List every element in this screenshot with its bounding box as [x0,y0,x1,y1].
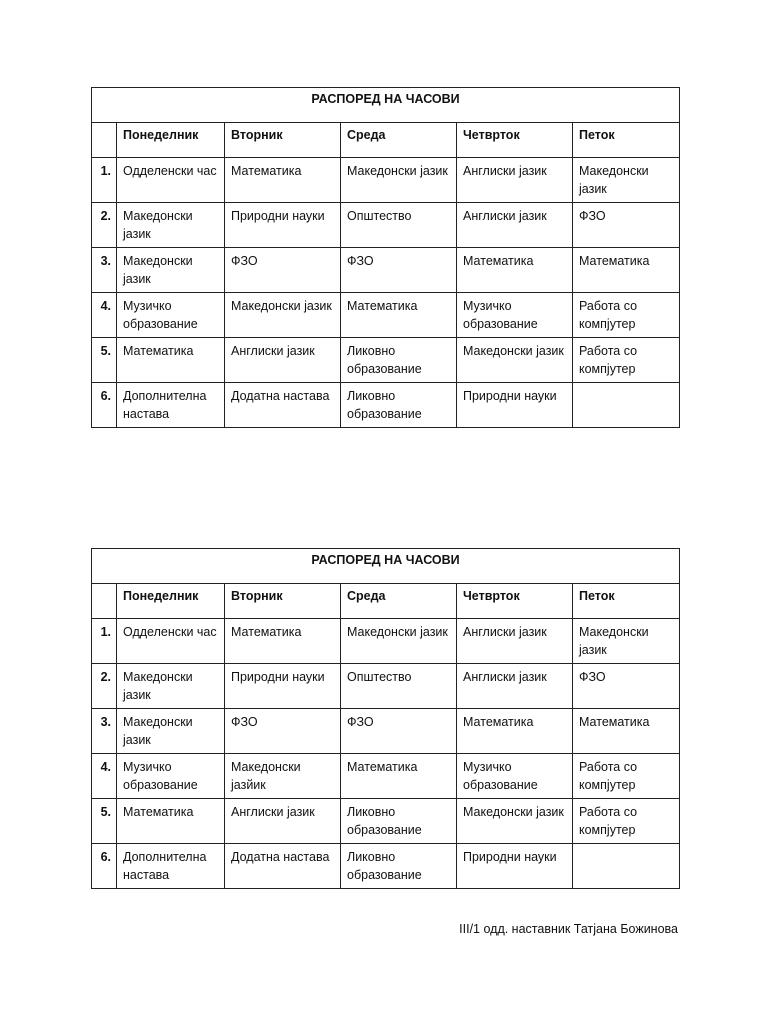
lesson-cell: ФЗО [225,709,341,754]
lesson-cell: ФЗО [573,664,680,709]
lesson-cell: Англиски јазик [225,338,341,383]
lesson-cell: Англиски јазик [457,203,573,248]
lesson-number: 4. [92,293,117,338]
lesson-cell: Музичко образование [117,293,225,338]
day-header: Четврток [457,123,573,158]
lesson-cell: Македонски јазйик [225,754,341,799]
lesson-cell: Додатна настава [225,383,341,428]
lesson-cell: ФЗО [225,248,341,293]
lesson-cell: Музичко образование [117,754,225,799]
day-header: Понеделник [117,123,225,158]
lesson-cell: Македонски јазик [225,293,341,338]
lesson-row [92,293,680,338]
lesson-cell: Англиски јазик [457,619,573,664]
lesson-cell: Македонски јазик [573,619,680,664]
timetable-title: РАСПОРЕД НА ЧАСОВИ [92,88,680,123]
lesson-cell: ФЗО [341,709,457,754]
teacher-signature-line: III/1 одд. наставник Татјана Божинова [459,922,678,936]
lesson-cell: Работа со компјутер [573,338,680,383]
lesson-cell: Природни науки [457,844,573,889]
lesson-cell: Математика [341,754,457,799]
lesson-cell: Математика [573,709,680,754]
lesson-cell: Работа со компјутер [573,754,680,799]
lesson-cell: Англиски јазик [457,158,573,203]
lesson-cell: Ликовно образование [341,383,457,428]
lesson-cell: ФЗО [573,203,680,248]
corner-cell [92,123,117,158]
lesson-cell: Математика [457,709,573,754]
lesson-cell: Англиски јазик [225,799,341,844]
lesson-number: 6. [92,383,117,428]
lesson-row [92,754,680,799]
timetable-1 [91,87,680,428]
lesson-cell: Ликовно образование [341,799,457,844]
lesson-row [92,383,680,428]
lesson-cell: Дополнителна настава [117,844,225,889]
timetable-2 [91,548,680,889]
lesson-cell: Математика [573,248,680,293]
lesson-cell: Македонски јазик [341,158,457,203]
lesson-cell: Општество [341,203,457,248]
lesson-cell: Музичко образование [457,293,573,338]
lesson-row [92,664,680,709]
timetable-title: РАСПОРЕД НА ЧАСОВИ [92,549,680,584]
lesson-cell: Дополнителна настава [117,383,225,428]
lesson-cell: Македонски јазик [457,338,573,383]
lesson-cell: Работа со компјутер [573,799,680,844]
lesson-cell: Математика [225,158,341,203]
day-header: Понеделник [117,584,225,619]
lesson-cell: Природни науки [225,664,341,709]
lesson-cell: Музичко образование [457,754,573,799]
lesson-cell: Македонски јазик [117,203,225,248]
lesson-cell: ФЗО [341,248,457,293]
lesson-number: 6. [92,844,117,889]
day-header: Петок [573,123,680,158]
lesson-cell: Математика [341,293,457,338]
lesson-cell: Одделенски час [117,158,225,203]
lesson-number: 2. [92,664,117,709]
lesson-cell: Математика [225,619,341,664]
lesson-row [92,158,680,203]
day-header-row [92,123,680,158]
lesson-cell: Општество [341,664,457,709]
lesson-cell: Ликовно образование [341,338,457,383]
lesson-cell: Македонски јазик [117,248,225,293]
lesson-cell [573,844,680,889]
day-header: Вторник [225,584,341,619]
lesson-cell: Работа со компјутер [573,293,680,338]
lesson-cell: Природни науки [225,203,341,248]
lesson-cell: Природни науки [457,383,573,428]
lesson-row [92,338,680,383]
lesson-row [92,709,680,754]
lesson-number: 1. [92,619,117,664]
lesson-row [92,799,680,844]
lesson-row [92,844,680,889]
day-header: Среда [341,123,457,158]
corner-cell [92,584,117,619]
lesson-cell: Додатна настава [225,844,341,889]
lesson-number: 5. [92,338,117,383]
lesson-cell: Одделенски час [117,619,225,664]
day-header: Вторник [225,123,341,158]
lesson-cell: Англиски јазик [457,664,573,709]
day-header: Четврток [457,584,573,619]
day-header: Петок [573,584,680,619]
lesson-number: 4. [92,754,117,799]
lesson-cell: Математика [457,248,573,293]
lesson-cell: Математика [117,799,225,844]
lesson-number: 1. [92,158,117,203]
lesson-cell [573,383,680,428]
lesson-cell: Ликовно образование [341,844,457,889]
lesson-cell: Македонски јазик [573,158,680,203]
lesson-cell: Македонски јазик [457,799,573,844]
lesson-cell: Македонски јазик [341,619,457,664]
lesson-row [92,203,680,248]
lesson-row [92,248,680,293]
lesson-number: 5. [92,799,117,844]
lesson-number: 3. [92,248,117,293]
day-header: Среда [341,584,457,619]
lesson-cell: Македонски јазик [117,664,225,709]
lesson-number: 3. [92,709,117,754]
lesson-cell: Математика [117,338,225,383]
lesson-number: 2. [92,203,117,248]
lesson-row [92,619,680,664]
day-header-row [92,584,680,619]
lesson-cell: Македонски јазик [117,709,225,754]
